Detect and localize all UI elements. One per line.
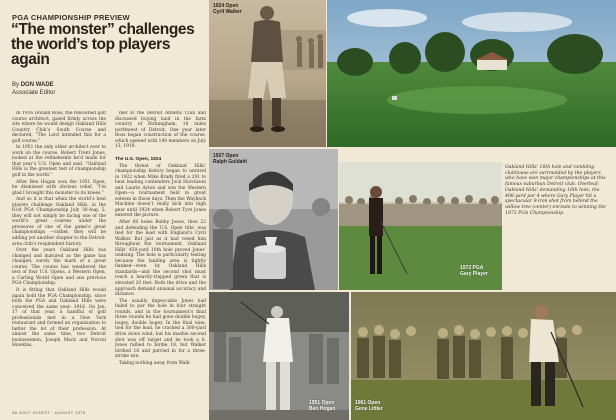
golfer-portrait-image [209, 0, 326, 147]
caption-year: 1937 Open [213, 153, 239, 159]
author-name: DON WADE [20, 82, 54, 88]
photo-cyril-walker [209, 0, 326, 147]
body-paragraph: met at the Detroit Athletic Club and discussed buying land in the farm country of Birmingham, 18 miles northwest of Detroit. One year later Ross began construction of the course, which opened with 140 members on July 13, 1918. [115, 111, 206, 150]
photo-caption [309, 400, 335, 412]
photo-ralph-guldahl [209, 149, 338, 290]
article-column-2 [115, 155, 206, 407]
caption-year: 1961 Open [355, 400, 381, 406]
caption-year: 1972 PGA [460, 265, 484, 271]
body-paragraph: And so it is that when the world’s best players challenge Oakland Hills, in the 61st PGA Championship July 30-Aug. 5, they will not simply be facing one of the world’s great courses under the pressures of one of the game’s great championships —rather, they will be adding yet another chapter to the Detroit-area club’s resplendent history. [12, 197, 106, 247]
caption-player: Ben Hogan [309, 406, 336, 412]
photo-caption [355, 400, 383, 412]
body-paragraph: It is fitting that Oakland Hills would again hold the PGA Championship, since both the PGA and Oakland Hills were conceived the same year: 1916. On Jan. 17 of that year, a handful of golf professionals met in a New York restaurant and formed an organization to better the lot of their profession. At almost the same time, two Detroit businessmen, Joseph Mack and Norval Hawkins, [12, 287, 106, 349]
body-paragraph: The threat of Oakland Hills’ championship history began to unravel in 1922 when Mike Brady fired a 291 to beat leading contenders Jock Hutchison and Laurie Ayton and win the Western Open—a tournament held in great esteem in those days. Then the Wayback Machine doesn’t really kick into high gear until 1924 when Robert Tyre Jones entered the picture. [115, 163, 206, 219]
photo-gary-player [339, 162, 502, 290]
caption-year: 1924 Open [213, 3, 239, 9]
page-folio: 58 GOLF DIGEST · AUGUST 1979 [12, 410, 86, 415]
caption-player: Gary Player [460, 271, 488, 277]
side-caption: Oakland Hills’ 16th hole and rambling clubhouse are surrounded by the players who have won major championships at this famous suburban Detroit club. Overleaf: Oakland Hills’ demanding 16th hole, the 408-yard par 4 where Gary Player hit a spectacular 9-iron shot from behind the willow tree (center) enroute to winning the 1972 PGA Championship. [505, 165, 606, 216]
photo-caption [213, 153, 247, 165]
body-paragraph: After 60 holes Bobby Jones, then 22 and defending the U.S. Open title, was tied for the lead with England’s Cyril Walker. But just as it had vexed him throughout the tournament, Oakland Hills’ 450-yard 10th hole proved Jones’ undoing. The hole is particularly testing because the landing area is tightly flanked—even by Oakland Hills standards—and the second shot must reach a heavily-trapped green that is elevated 20 feet. Both the drive and the approach demand unusual accuracy and distance. [115, 220, 206, 298]
caption-player: Ralph Guldahl [213, 159, 247, 165]
golfer-portrait-image [209, 149, 338, 290]
body-paragraph: Over the years Oakland Hills has changed and matured as the game has changed, surely the mark of a great course. The course has weathered the test of four U.S. Opens, a Western Open, a Carling World Open and one previous PGA Championship. [12, 248, 106, 287]
byline [12, 82, 55, 97]
body-paragraph: In 1916 Donald Ross, the renowned golf course architect, gazed firmly across the site where he would design Oakland Hills Country Club’s South Course and declared, “The Lord intended this for a golf course.” [12, 111, 106, 144]
author-title: Associate Editor [12, 89, 56, 96]
photo-course-landscape [327, 0, 616, 147]
photo-ben-hogan [209, 292, 349, 420]
photo-caption [213, 3, 242, 15]
article-column-1 [12, 111, 106, 407]
photo-gene-littler [351, 292, 616, 420]
caption-year: 1951 Open [309, 400, 335, 406]
course-landscape-image [327, 0, 616, 147]
body-paragraph: After Ben Hogan won the 1951 Open, he dismissed with obvious relief, “I’m glad I brought this monster to its knees.” [12, 179, 106, 196]
golfer-portrait-image [351, 292, 616, 420]
article-column-2-top [115, 111, 206, 151]
section-heading: The U.S. Open, 1924 [115, 157, 162, 162]
byline-prefix: By [12, 82, 20, 88]
headline: “The monster” challenges the world’s top players again [11, 21, 195, 68]
body-paragraph: The usually impeccable Jones had failed to par the hole in four straight rounds, and in the tournament’s final three rounds he had gone double bogey, bogey, double bogey. In the final nine, tied for the lead, he cracked a 300-yard drive down wind, but his mashie second shot was off target and he took a 6. Jones rallied to birdie 18, but Walker birdied 16 and parried in for a three-stroke win. [115, 298, 206, 360]
caption-player: Cyril Walker [213, 9, 242, 15]
body-paragraph: In 1951 the only other architect ever to work on the course, Robert Trent Jones, looked at the refinements he’d made for that year’s U.S. Open and said, “Oakland Hills is the greatest test of championship golf in the world.” [12, 145, 106, 179]
photo-caption [460, 265, 488, 277]
body-paragraph: Taking nothing away from Walk- [119, 360, 191, 366]
caption-player: Gene Littler [355, 406, 383, 412]
kicker: PGA CHAMPIONSHIP PREVIEW [12, 13, 130, 22]
